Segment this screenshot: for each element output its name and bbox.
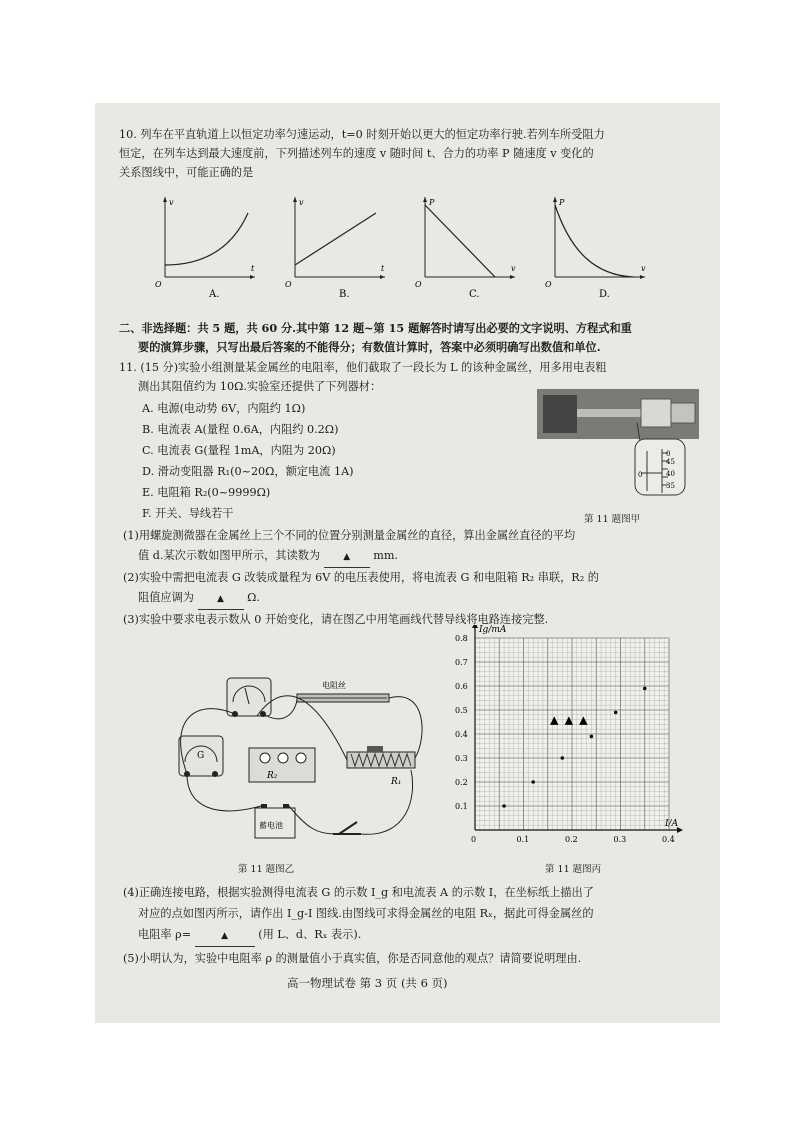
section-2-line-1: 二、非选择题：共 5 题，共 60 分.其中第 12 题~第 15 题解答时请写出必要的文字说明、方程式和重 (119, 321, 632, 335)
chart-y-tick-label: 0.1 (455, 802, 468, 811)
chart-x-tick-label: 0.1 (516, 835, 530, 844)
chart-data-point (590, 735, 594, 739)
q11-p5: (5)小明认为，实验中电阻率 ρ 的测量值小于真实值，你是否同意他的观点？请简要说明理由. (123, 952, 582, 965)
q11-p1-line-1: (1)用螺旋测微器在金属丝上三个不同的位置分别测量金属丝的直径，算出金属丝直径的平均 (123, 529, 576, 542)
chart-y-label: Ig/mA (479, 625, 507, 635)
fig-bing-caption: 第 11 题图丙 (545, 864, 602, 875)
graph-a-label: A. (209, 289, 220, 300)
chart-answer-marker: ▲ (564, 713, 574, 727)
graph-d-origin: O (545, 280, 552, 289)
chart-y-tick-label: 0.4 (455, 730, 468, 739)
q11-item-f: F. 开关、导线若干 (142, 507, 234, 520)
graph-b-label: B. (339, 289, 350, 300)
chart-y-tick-label: 0.2 (455, 778, 468, 787)
answer-blank-2[interactable] (198, 588, 244, 610)
chart-y-tick-label: 0.7 (455, 658, 468, 667)
q11-item-b: B. 电流表 A(量程 0.6A，内阻约 0.2Ω) (142, 423, 339, 436)
q11-intro-2: 测出其阻值约为 10Ω.实验室还提供了下列器材： (138, 380, 382, 393)
chart-data-point (643, 687, 647, 691)
chart-x-tick-label: 0.2 (565, 835, 578, 844)
chart-y-tick-label: 0.5 (455, 706, 468, 715)
scale-mark-0: 0 (666, 450, 671, 458)
q11-item-a: A. 电源(电动势 6V，内阻约 1Ω) (142, 402, 306, 415)
q11-p4-line-1: (4)正确连接电路，根据实验测得电流表 G 的示数 I_g 和电流表 A 的示数 I，在坐标纸上描出了 (123, 886, 594, 899)
graph-a-origin: O (155, 280, 162, 289)
answer-blank-1[interactable] (324, 546, 370, 568)
graph-c-xaxis: v (511, 264, 516, 273)
circuit-figure (157, 658, 457, 853)
chart-data-point (531, 780, 535, 784)
graph-a-yaxis: v (169, 198, 174, 207)
micrometer-figure (537, 389, 699, 499)
q10-line-2: 恒定，在列车达到最大速度前，下列描述列车的速度 v 随时间 t、合力的功率 P 随速度 v 变化的 (119, 147, 594, 160)
q11-p1-prefix: 值 d.某次示数如图甲所示，其读数为 (138, 549, 321, 562)
q11-p1-suffix: mm. (373, 549, 398, 562)
graph-d-yaxis: P (559, 198, 565, 207)
q11-item-c: C. 电流表 G(量程 1mA，内阻为 20Ω) (142, 444, 336, 457)
q11-p4-suffix: (用 L、d、Rₓ 表示). (258, 928, 362, 941)
chart-y-arrow (472, 625, 478, 628)
circuit-label-wire: 电阻丝 (322, 681, 346, 690)
ig-i-chart (445, 625, 685, 870)
circuit-label-r1: R₁ (391, 777, 402, 787)
q10-line-3: 关系图线中，可能正确的是 (119, 166, 254, 179)
q11-p2-line-2 (138, 588, 260, 610)
graph-c-origin: O (415, 280, 422, 289)
chart-y-tick-label: 0.8 (455, 634, 468, 643)
chart-x-tick-label: 0 (471, 835, 477, 844)
chart-data-point (614, 711, 618, 715)
graph-d (541, 191, 651, 301)
graph-c-yaxis: P (429, 198, 435, 207)
question-10 (119, 125, 709, 182)
q11-p2-line-1: (2)实验中需把电流表 G 改装成量程为 6V 的电压表使用，将电流表 G 和电阻箱 R₂ 串联，R₂ 的 (123, 571, 599, 584)
q11-intro-1: 11. (15 分)实验小组测量某金属丝的电阻率，他们截取了一段长为 L 的该种金属丝，用多用电表粗 (119, 361, 607, 374)
circuit-label-battery: 蓄电池 (259, 821, 283, 830)
graph-d-xaxis: v (641, 264, 646, 273)
q10-line-1: 10. 列车在平直轨道上以恒定功率匀速运动，t=0 时刻开始以更大的恒定功率行驶.若列车所受阻力 (119, 128, 605, 141)
scale-mark-40: 40 (666, 470, 675, 478)
graph-c-label: C. (469, 289, 480, 300)
fig-yi-caption: 第 11 题图乙 (238, 864, 295, 875)
chart-x-label: I/A (665, 819, 679, 829)
q11-p1-line-2 (138, 546, 398, 568)
graph-c (411, 191, 521, 301)
chart-data-point (502, 804, 506, 808)
exam-page (95, 103, 720, 1023)
q11-item-e: E. 电阻箱 R₂(0~9999Ω) (142, 486, 271, 499)
scale-mark-45: 45 (666, 458, 675, 466)
answer-marker: ▲ (343, 552, 351, 562)
circuit-label-r2: R₂ (267, 771, 278, 781)
answer-marker: ▲ (221, 931, 229, 941)
graph-a-xaxis: t (251, 264, 255, 273)
svg-text:0: 0 (638, 471, 643, 479)
circuit-label-g: G (197, 751, 205, 761)
answer-marker: ▲ (217, 594, 224, 604)
q11-p4-prefix: 电阻率 ρ= (138, 928, 192, 941)
chart-x-tick-label: 0.4 (662, 835, 675, 844)
chart-answer-marker: ▲ (579, 713, 588, 727)
graph-b-origin: O (285, 280, 292, 289)
q11-p4-line-3 (138, 925, 361, 947)
chart-answer-marker: ▲ (550, 713, 559, 727)
graph-b (281, 191, 391, 301)
scale-mark-35: 35 (666, 482, 675, 490)
q11-p2-suffix: Ω. (247, 591, 260, 604)
q11-item-d: D. 滑动变阻器 R₁(0~20Ω，额定电流 1A) (142, 465, 354, 478)
graph-b-xaxis: t (381, 264, 385, 273)
answer-blank-3[interactable] (195, 925, 255, 947)
chart-data-point (561, 756, 565, 760)
section-2-line-2: 要的演算步骤，只写出最后答案的不能得分；有数值计算时，答案中必须明确写出数值和单位. (138, 340, 601, 354)
graph-a (151, 191, 261, 301)
q11-p3: (3)实验中要求电表示数从 0 开始变化，请在图乙中用笔画线代替导线将电路连接完整. (123, 613, 549, 626)
graph-d-label: D. (599, 289, 610, 300)
fig-jia-caption: 第 11 题图甲 (584, 514, 641, 525)
q11-p4-line-2: 对应的点如图丙所示，请作出 I_g-I 图线.由图线可求得金属丝的电阻 Rₓ，据此可得金属丝的 (138, 907, 594, 920)
chart-y-tick-label: 0.6 (455, 682, 468, 691)
page-footer: 高一物理试卷 第 3 页 (共 6 页) (287, 976, 448, 990)
q11-p2-prefix: 阻值应调为 (138, 591, 194, 604)
chart-y-tick-label: 0.3 (455, 754, 468, 763)
chart-x-tick-label: 0.3 (613, 835, 627, 844)
graph-b-yaxis: v (299, 198, 304, 207)
